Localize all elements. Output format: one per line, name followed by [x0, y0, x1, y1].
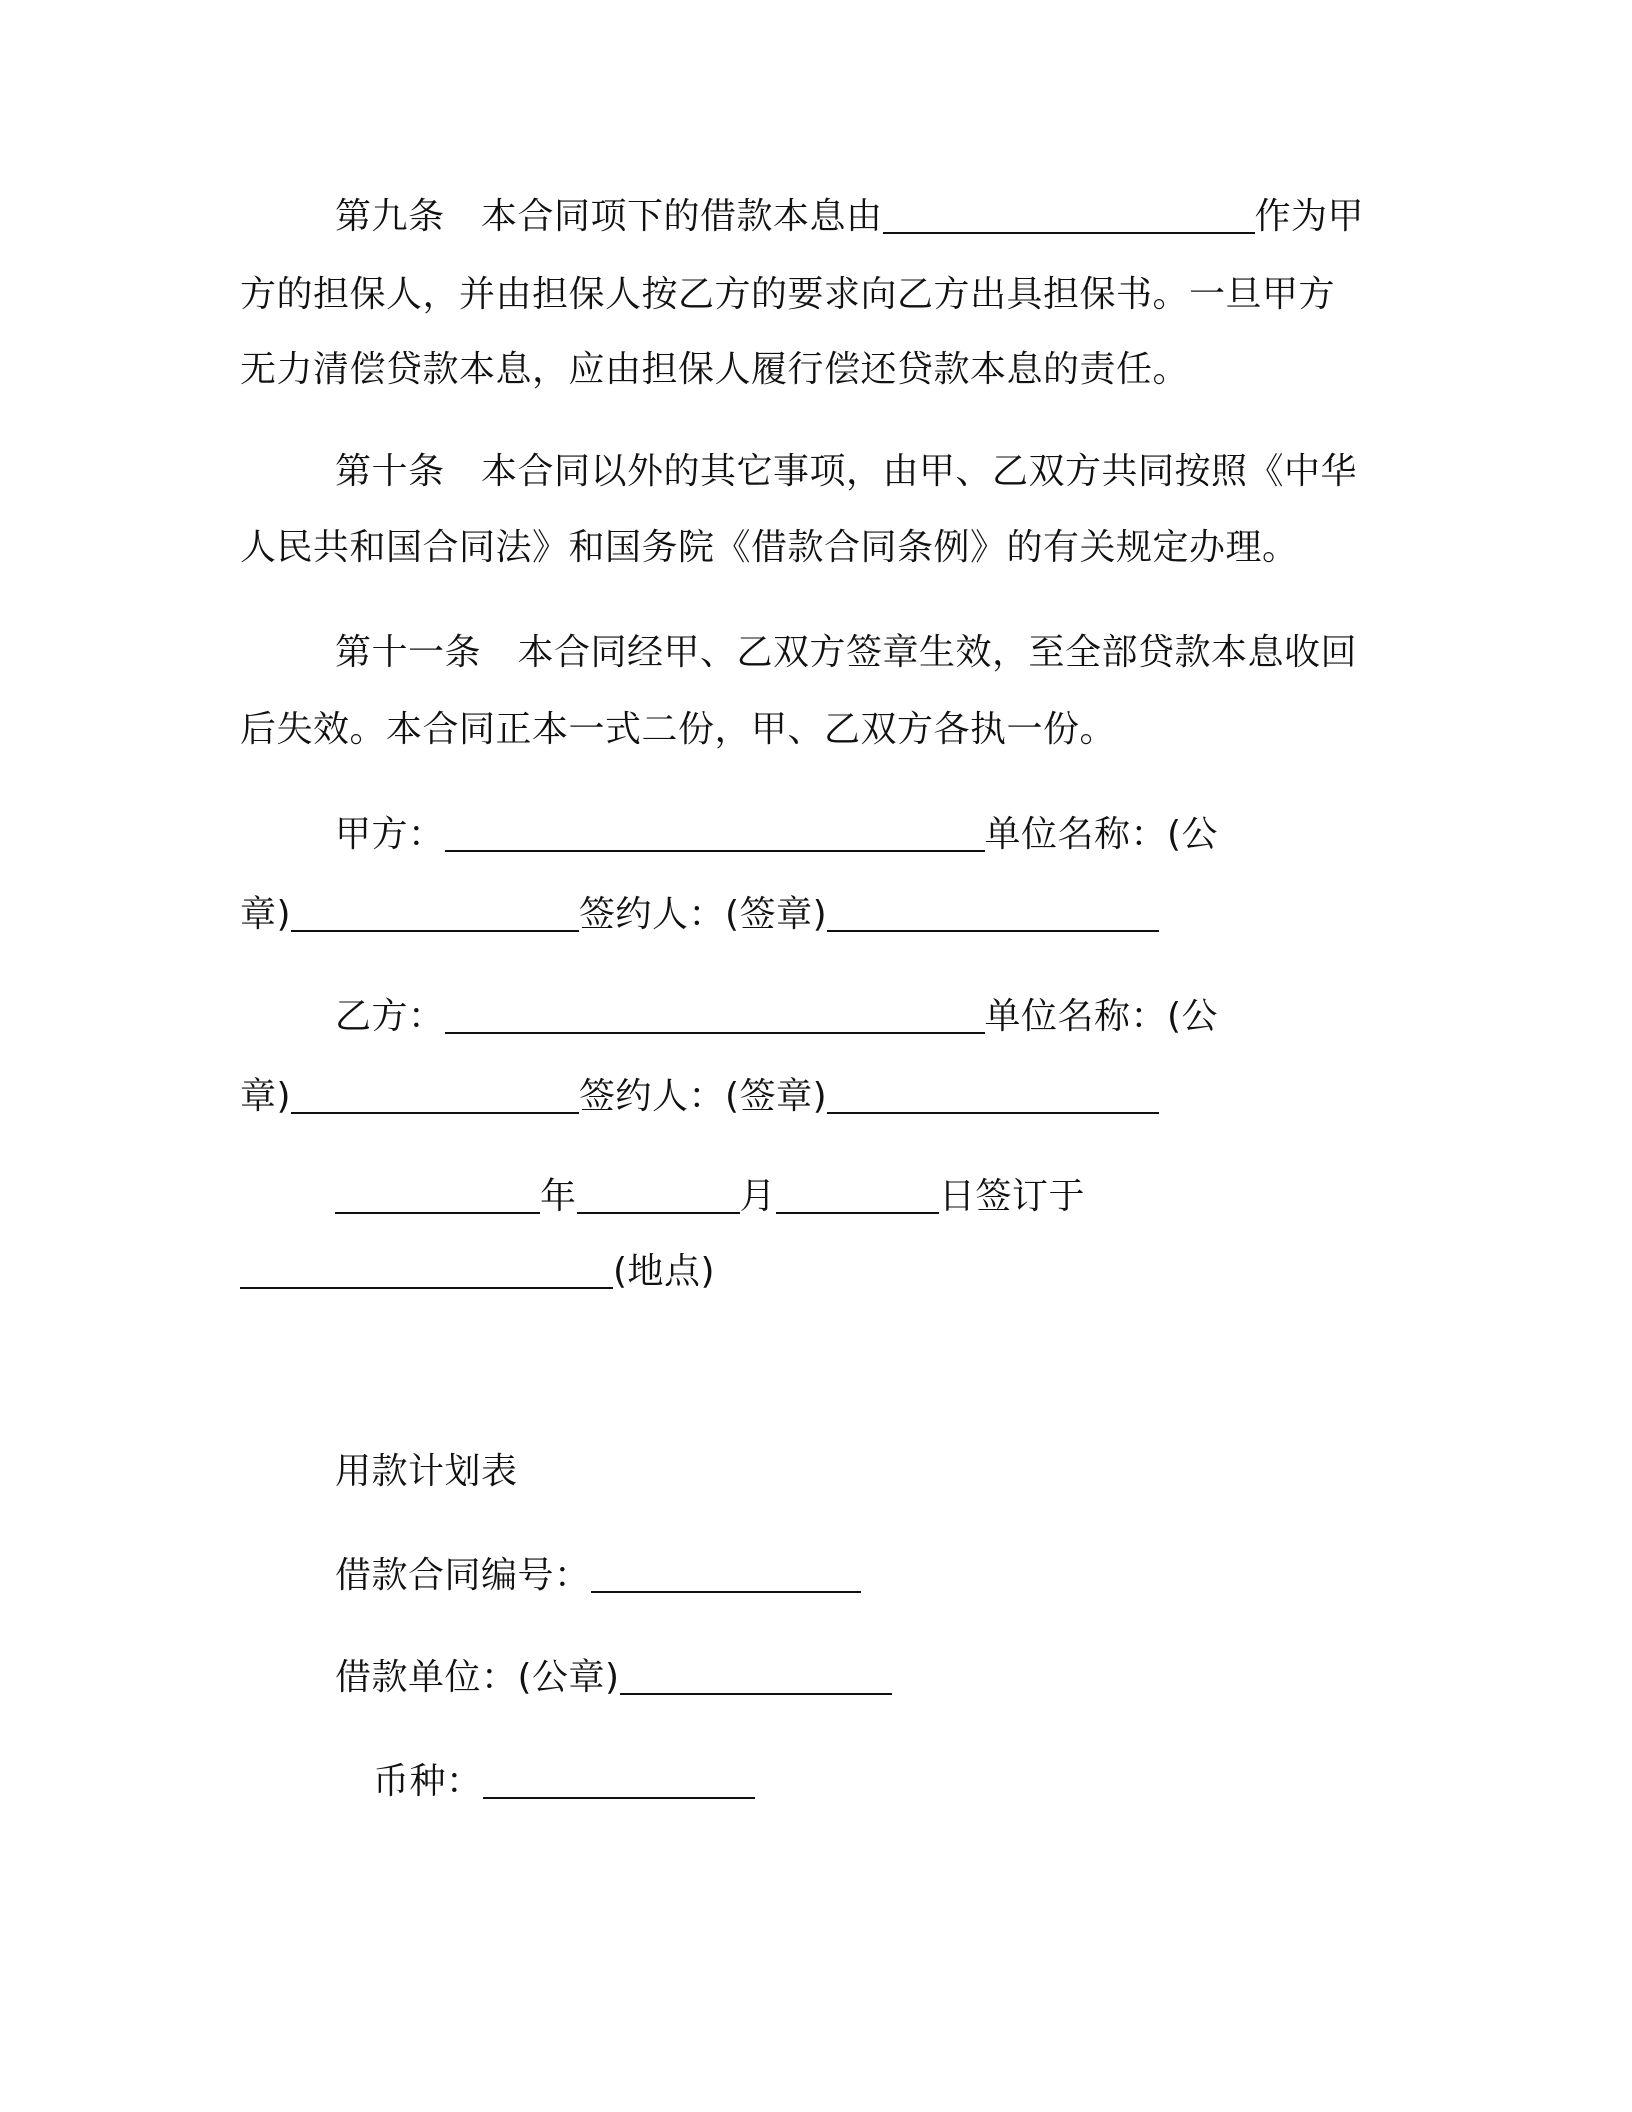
article-11-line-2: 后失效。本合同正本一式二份，甲、乙双方各执一份。 — [240, 709, 1117, 750]
party-b-signer-label: 签约人：(签章) — [579, 1076, 828, 1117]
party-b-signer-blank[interactable] — [827, 1076, 1159, 1114]
party-b-seal-lead: 章) — [240, 1076, 292, 1117]
contract-number-line — [335, 1546, 861, 1606]
contract-number-label: 借款合同编号： — [335, 1555, 591, 1596]
article-11-line-1: 第十一条 本合同经甲、乙双方签章生效，至全部贷款本息收回 — [335, 632, 1358, 673]
currency-label: 币种： — [373, 1761, 483, 1802]
party-b-line-2 — [240, 1067, 1159, 1127]
party-a-name-blank[interactable] — [445, 814, 985, 852]
party-b-label: 乙方： — [335, 996, 445, 1037]
month-label: 月 — [739, 1176, 777, 1217]
article-9-tail: 作为甲 — [1254, 196, 1365, 237]
month-blank[interactable] — [577, 1176, 740, 1214]
borrower-label: 借款单位：(公章) — [335, 1657, 620, 1698]
contract-number-blank[interactable] — [591, 1555, 861, 1593]
article-9-lead: 第九条 本合同项下的借款本息由 — [335, 196, 883, 237]
day-signed-label: 日签订于 — [939, 1176, 1086, 1217]
article-9-line-2: 方的担保人，并由担保人按乙方的要求向乙方出具担保书。一旦甲方 — [240, 274, 1336, 315]
place-blank[interactable] — [240, 1251, 613, 1289]
year-label: 年 — [540, 1176, 577, 1217]
party-a-signer-blank[interactable] — [827, 894, 1159, 932]
party-a-label: 甲方： — [335, 814, 445, 855]
article-10-line-2: 人民共和国合同法》和国务院《借款合同条例》的有关规定办理。 — [240, 527, 1299, 568]
article-9-line-1 — [335, 187, 1364, 247]
party-a-line-2 — [240, 885, 1159, 945]
borrower-blank[interactable] — [620, 1657, 892, 1695]
party-a-unit-label: 单位名称：(公 — [984, 814, 1219, 855]
party-a-signer-label: 签约人：(签章) — [579, 894, 828, 935]
party-a-seal-lead: 章) — [240, 894, 292, 935]
borrower-line — [335, 1648, 892, 1708]
guarantor-blank[interactable] — [883, 196, 1255, 234]
party-b-seal-blank[interactable] — [291, 1076, 579, 1114]
article-9-line-3: 无力清偿贷款本息，应由担保人履行偿还贷款本息的责任。 — [240, 349, 1190, 390]
signing-date-line — [335, 1167, 1085, 1227]
place-label: (地点) — [613, 1251, 716, 1292]
party-a-line-1 — [335, 805, 1218, 865]
article-10-line-1: 第十条 本合同以外的其它事项，由甲、乙双方共同按照《中华 — [335, 451, 1358, 492]
currency-blank[interactable] — [483, 1761, 755, 1799]
day-blank[interactable] — [776, 1176, 939, 1214]
party-a-seal-blank[interactable] — [291, 894, 579, 932]
party-b-unit-label: 单位名称：(公 — [984, 996, 1219, 1037]
schedule-title: 用款计划表 — [335, 1451, 518, 1492]
signing-place-line — [240, 1242, 715, 1302]
party-b-line-1 — [335, 987, 1218, 1047]
year-blank[interactable] — [335, 1176, 540, 1214]
currency-line — [373, 1752, 755, 1812]
party-b-name-blank[interactable] — [445, 996, 985, 1034]
